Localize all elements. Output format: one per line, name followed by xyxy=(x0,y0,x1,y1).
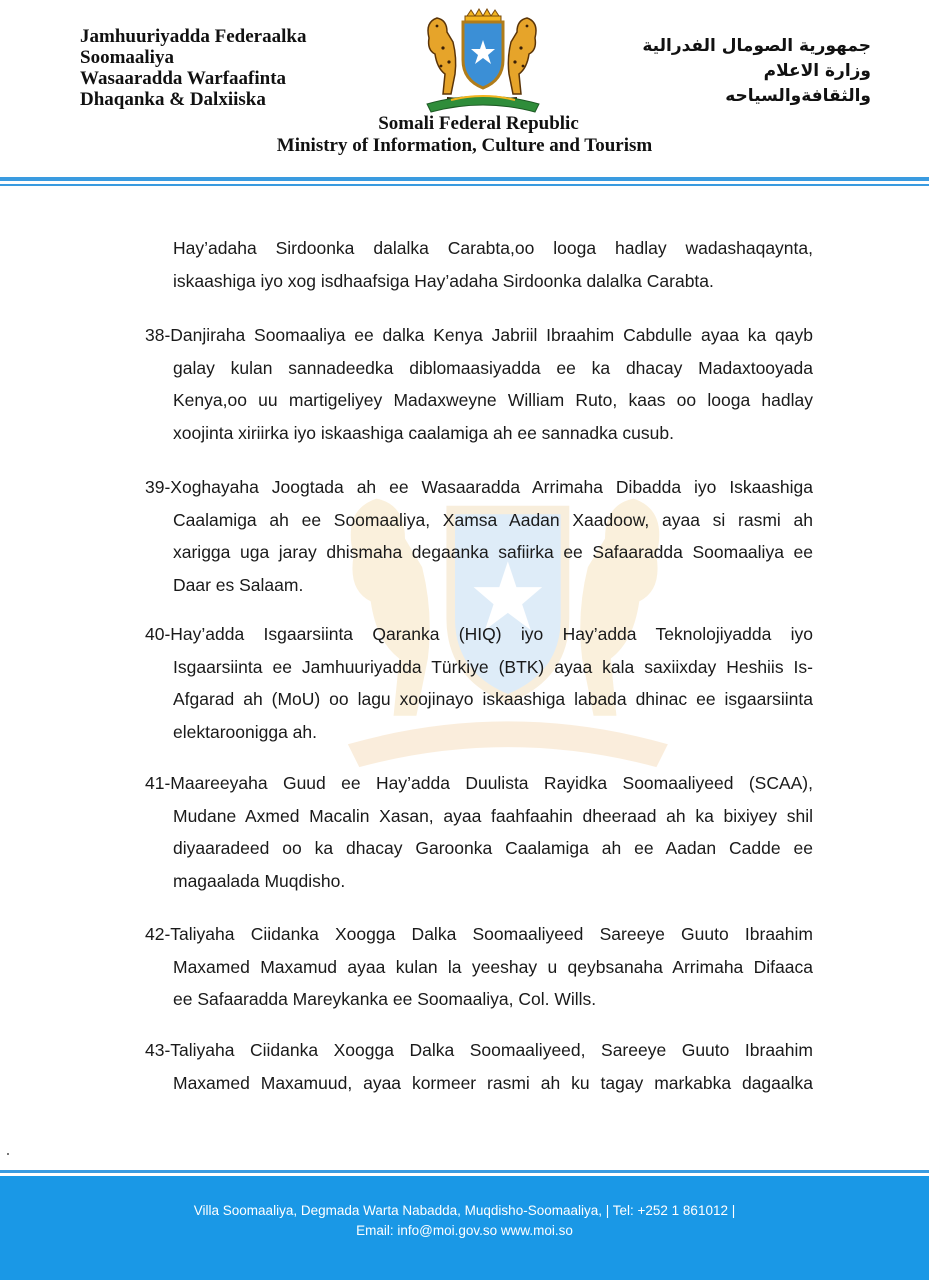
news-item-40 xyxy=(145,618,813,748)
text-line: 42-Taliyaha Ciidanka Xoogga Dalka Soomaaliyeed Sareeye Guuto Ibraahim xyxy=(145,924,813,944)
republic-name: Somali Federal Republic xyxy=(378,113,579,134)
text-line: diyaaradeed oo ka dhacay Garoonka Caalamiga ah ee Aadan Cadde ee xyxy=(173,838,813,858)
text-line: Maxamed Maxamuud, ayaa kormeer rasmi ah ku tagay markabka dagaalka xyxy=(173,1072,813,1093)
letterhead xyxy=(0,0,929,190)
arabic-line: جمهورية الصومال الفدرالية xyxy=(642,36,871,56)
text-line: Mudane Axmed Macalin Xasan, ayaa faahfaahin dheeraad ah ka bixiyey shil xyxy=(173,805,813,826)
text-line: 43-Taliyaha Ciidanka Xoogga Dalka Soomaaliyeed, Sareeye Guuto Ibraahim xyxy=(145,1040,813,1060)
somali-line: Soomaaliya xyxy=(80,47,174,68)
continuation-paragraph xyxy=(173,232,813,297)
text-line: 41-Maareeyaha Guud ee Hay’adda Duulista Rayidka Soomaaliyeed (SCAA), xyxy=(145,773,813,793)
footer-divider xyxy=(0,1170,929,1173)
text-line: elektaroonigga ah. xyxy=(173,721,317,742)
somali-ministry-name xyxy=(80,26,306,110)
text-line: 39-Xoghayaha Joogtada ah ee Wasaaradda Arrimaha Dibadda iyo Iskaashiga xyxy=(145,477,813,497)
header-divider xyxy=(0,177,929,181)
text-line: 40-Hay’adda Isgaarsiinta Qaranka (HIQ) iyo Hay’adda Teknolojiyadda iyo xyxy=(145,624,813,644)
footer-address: Villa Soomaaliya, Degmada Warta Nabadda, Muqdisho-Soomaaliya, | Tel: +252 1 861012 | xyxy=(193,1203,736,1218)
arabic-ministry-name xyxy=(642,34,871,109)
news-item-38 xyxy=(145,319,813,449)
text-line: xarigga uga jaray dhismaha degaanka safiirka ee Safaaradda Soomaaliya ee xyxy=(173,542,813,562)
text-line: 38-Danjiraha Soomaaliya ee dalka Kenya Jabriil Ibraahim Cabdulle ayaa ka qayb xyxy=(145,325,813,345)
news-item-41 xyxy=(145,767,813,897)
somali-line: Wasaaradda Warfaafinta xyxy=(80,68,287,89)
text-line: xoojinta xiriirka iyo iskaashiga caalamiga ah ee sannadka cusub. xyxy=(173,422,674,443)
text-line: galay kulan sannadeedka diblomaasiyadda ee ka dhacay Madaxtooyada xyxy=(173,357,813,378)
ministry-name: Ministry of Information, Culture and Tourism xyxy=(276,135,653,156)
text-line: Afgarad ah (MoU) oo lagu xoojinayo iskaashiga labada dhinac ee isgaarsiinta xyxy=(173,689,813,709)
text-line: ee Safaaradda Mareykanka ee Soomaaliya, Col. Wills. xyxy=(173,989,597,1009)
news-item-39 xyxy=(145,471,813,601)
arabic-line: والثقافةوالسياحه xyxy=(725,86,871,106)
somali-line: Dhaqanka & Dalxiiska xyxy=(80,89,266,110)
text-line: Caalamiga ah ee Soomaaliya, Xamsa Aadan Xaadoow, ayaa si rasmi ah xyxy=(173,509,813,530)
page-speck xyxy=(7,1153,9,1155)
text-line: Hay’adaha Sirdoonka dalalka Carabta,oo looga hadlay wadashaqaynta, xyxy=(173,238,813,258)
text-line: iskaashiga iyo xog isdhaafsiga Hay’adaha Sirdoonka dalalka Carabta. xyxy=(173,270,714,291)
text-line: Daar es Salaam. xyxy=(173,574,304,595)
text-line: Kenya,oo uu martigeliyey Madaxweyne William Ruto, kaas oo looga hadlay xyxy=(173,390,813,410)
text-line: Maxamed Maxamud ayaa kulan la yeeshay u qeybsanaha Arrimaha Difaaca xyxy=(173,956,813,977)
footer-contact: Email: info@moi.gov.so www.moi.so xyxy=(356,1223,573,1238)
news-item-43 xyxy=(145,1034,813,1099)
somali-line: Jamhuuriyadda Federaalka xyxy=(80,26,307,47)
arabic-line: وزارة الاعلام xyxy=(763,61,871,81)
text-line: Isgaarsiinta ee Jamhuuriyadda Türkiye (BTK) ayaa kala saxiixday Heshiis Is- xyxy=(173,656,813,677)
text-line: magaalada Muqdisho. xyxy=(173,870,346,891)
header-divider-thin xyxy=(0,184,929,186)
coat-of-arms-icon xyxy=(407,8,557,120)
news-item-42 xyxy=(145,918,813,1016)
